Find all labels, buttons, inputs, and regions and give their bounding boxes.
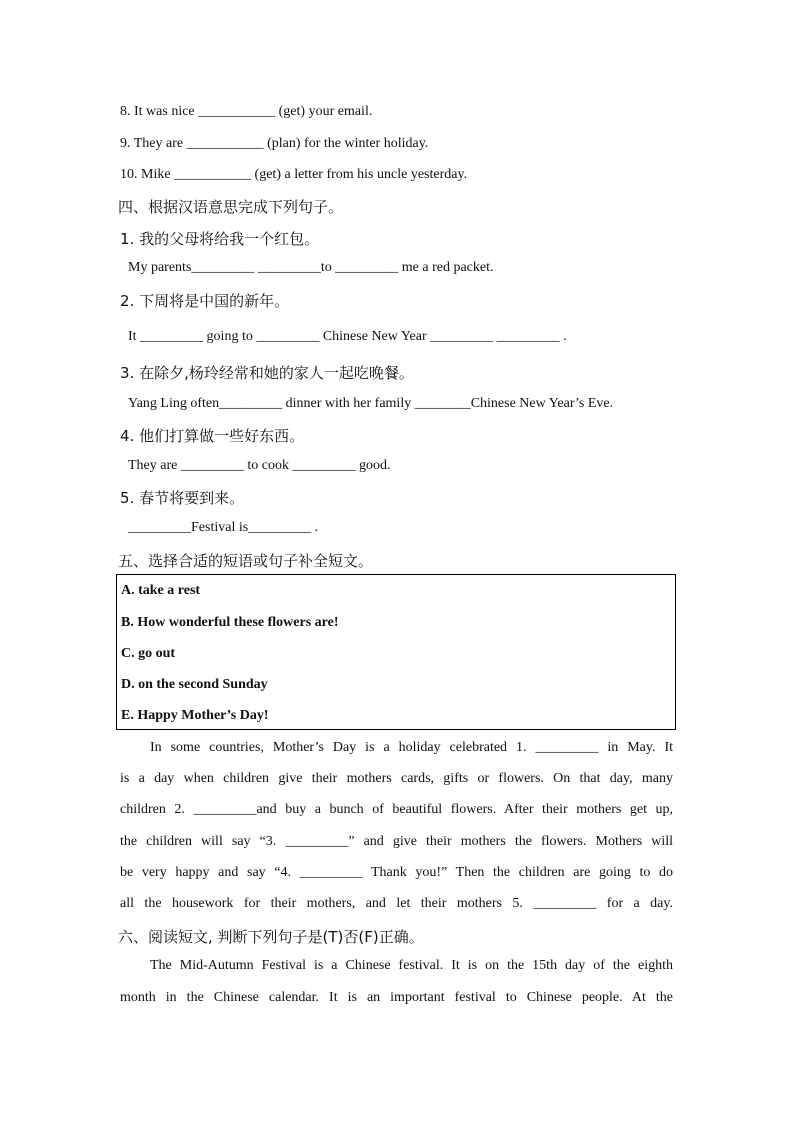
translation-cn-2: 2. 下周将是中国的新年。 bbox=[120, 292, 290, 310]
translation-en-3: Yang Ling often_________ dinner with her family ________Chinese New Year’s Eve. bbox=[128, 396, 614, 411]
options-box bbox=[116, 574, 676, 730]
option-c: C. go out bbox=[121, 646, 176, 661]
option-a: A. take a rest bbox=[121, 583, 201, 598]
translation-en-4: They are _________ to cook _________ good. bbox=[128, 458, 391, 473]
fill-in-item-8: 8. It was nice ___________ (get) your email. bbox=[120, 104, 373, 119]
translation-cn-3: 3. 在除夕,杨玲经常和她的家人一起吃晚餐。 bbox=[120, 364, 414, 382]
passage-line: all the housework for their mothers, and let their mothers 5. _________ for a day. bbox=[120, 896, 673, 911]
mid-autumn-passage bbox=[120, 958, 673, 1018]
translation-en-1: My parents_________ _________to _________ me a red packet. bbox=[128, 260, 494, 275]
passage-line: is a day when children give their mothers cards, gifts or flowers. On that day, many bbox=[120, 771, 673, 786]
passage-line: month in the Chinese calendar. It is an important festival to Chinese people. At the bbox=[120, 990, 673, 1005]
option-e: E. Happy Mother’s Day! bbox=[121, 708, 269, 723]
translation-cn-4: 4. 他们打算做一些好东西。 bbox=[120, 427, 305, 445]
passage-line: be very happy and say “4. _________ Thank you!” Then the children are going to do bbox=[120, 865, 673, 880]
passage-line: The Mid-Autumn Festival is a Chinese festival. It is on the 15th day of the eighth bbox=[150, 958, 673, 973]
fill-in-item-10: 10. Mike ___________ (get) a letter from his uncle yesterday. bbox=[120, 167, 468, 182]
section-5-heading: 五、选择合适的短语或句子补全短文。 bbox=[118, 552, 374, 570]
translation-cn-1: 1. 我的父母将给我一个红包。 bbox=[120, 230, 320, 248]
section-6-heading: 六、阅读短文, 判断下列句子是(T)否(F)正确。 bbox=[118, 928, 424, 946]
translation-en-5: _________Festival is_________ . bbox=[128, 520, 319, 535]
fill-in-item-9: 9. They are ___________ (plan) for the winter holiday. bbox=[120, 136, 429, 151]
translation-cn-5: 5. 春节将要到来。 bbox=[120, 489, 245, 507]
passage-line: children 2. _________and buy a bunch of beautiful flowers. After their mothers get up, bbox=[120, 802, 673, 817]
passage-line: In some countries, Mother’s Day is a holiday celebrated 1. _________ in May. It bbox=[150, 740, 673, 755]
passage-line: the children will say “3. _________” and give their mothers the flowers. Mothers will bbox=[120, 834, 673, 849]
section-4-heading: 四、根据汉语意思完成下列句子。 bbox=[118, 198, 344, 216]
option-b: B. How wonderful these flowers are! bbox=[121, 615, 339, 630]
option-d: D. on the second Sunday bbox=[121, 677, 268, 692]
mothers-day-passage bbox=[120, 740, 673, 920]
translation-en-2: It _________ going to _________ Chinese New Year _________ _________ . bbox=[128, 329, 567, 344]
